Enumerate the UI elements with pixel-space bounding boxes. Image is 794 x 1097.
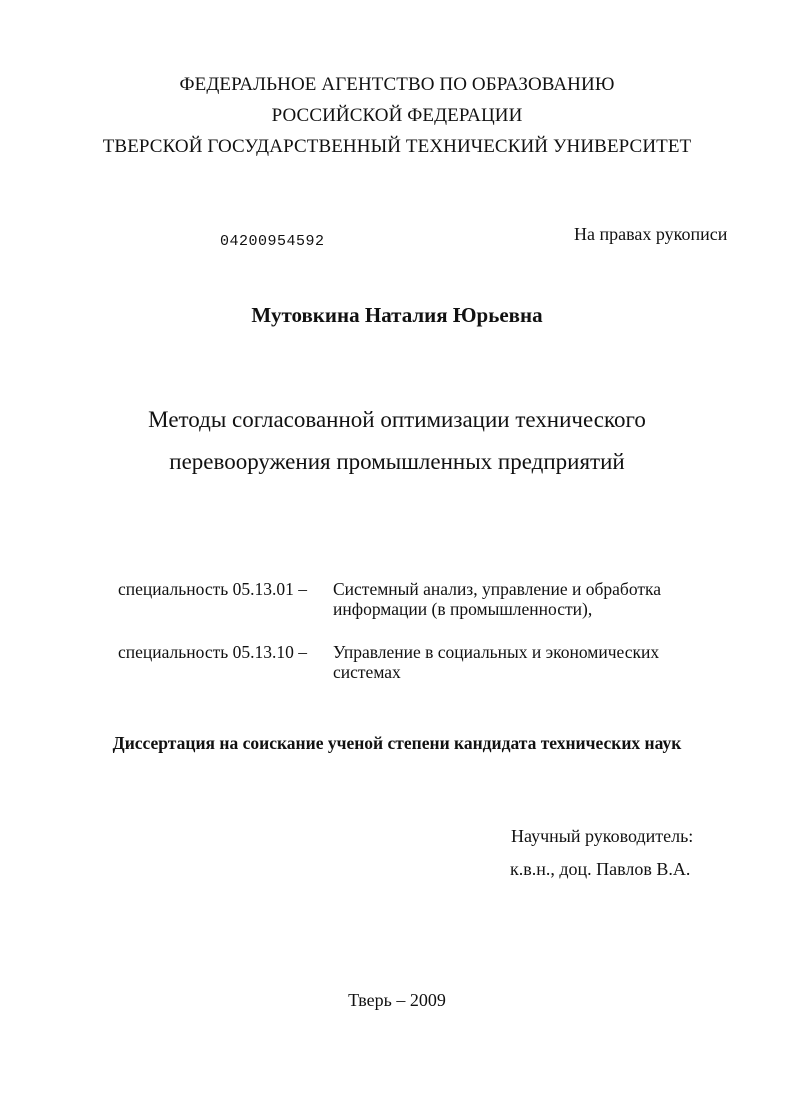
specialty-name-line1: Системный анализ, управление и обработка [333, 579, 661, 599]
thesis-title-line1: Методы согласованной оптимизации технического [148, 407, 646, 432]
specialty-name-line2: информации (в промышленности), [333, 599, 593, 619]
specialty-name-line2: системах [333, 662, 401, 682]
specialty-name-line1: Управление в социальных и экономических [333, 642, 660, 662]
header-university: ТВЕРСКОЙ ГОСУДАРСТВЕННЫЙ ТЕХНИЧЕСКИЙ УНИВЕРСИТЕТ [102, 136, 692, 157]
manuscript-note: На правах рукописи [574, 224, 728, 244]
specialty-label: специальность 05.13.10 – [118, 642, 307, 662]
specialty-label: специальность 05.13.01 – [118, 579, 307, 599]
dissertation-statement: Диссертация на соискание ученой степени кандидата технических наук [112, 733, 682, 753]
city-year: Тверь – 2009 [348, 990, 446, 1010]
supervisor-name: к.в.н., доц. Павлов В.А. [510, 859, 691, 879]
author-name: Мутовкина Наталия Юрьевна [251, 303, 543, 327]
header-agency: ФЕДЕРАЛЬНОЕ АГЕНТСТВО ПО ОБРАЗОВАНИЮ [179, 74, 615, 95]
supervisor-label: Научный руководитель: [511, 826, 694, 846]
header-federation: РОССИЙСКОЙ ФЕДЕРАЦИИ [271, 105, 523, 126]
registration-code: 04200954592 [220, 233, 325, 250]
thesis-title-line2: перевооружения промышленных предприятий [169, 449, 625, 474]
